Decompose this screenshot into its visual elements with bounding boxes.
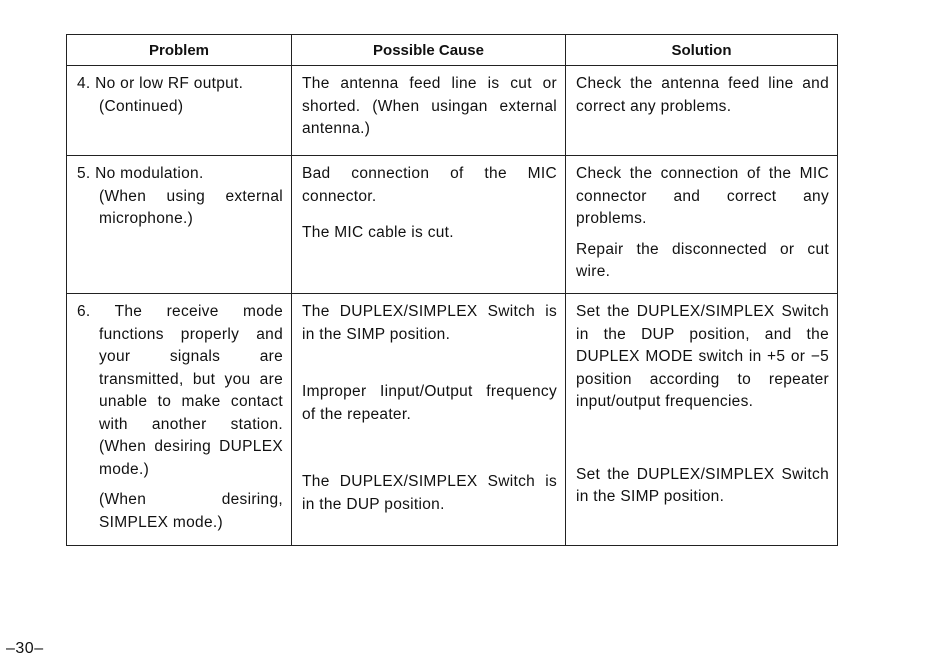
solution-cell	[566, 66, 838, 156]
cause-text: The DUPLEX/SIMPLEX Switch is in the DUP position.	[302, 473, 557, 513]
header-solution: Solution	[566, 35, 838, 66]
page-number: –30–	[6, 640, 44, 657]
problem-cell	[67, 156, 292, 294]
table-row	[67, 294, 838, 546]
cause-text: Improper Iinput/Output frequency of the repeater.	[302, 383, 557, 423]
solution-text: Check the connection of the MIC connector and correct any problems.	[576, 165, 829, 227]
problem-cell	[67, 66, 292, 156]
problem-note: (When using external microphone.)	[99, 187, 283, 227]
problem-note: (When desiring, SIMPLEX mode.)	[99, 491, 283, 531]
table-row	[67, 66, 838, 156]
cause-text: The antenna feed line is cut or shorted. (When usingan external antenna.)	[302, 75, 557, 137]
header-possible-cause: Possible Cause	[292, 35, 566, 66]
problem-note: (Continued)	[99, 97, 184, 115]
table-header-row	[67, 35, 838, 66]
cause-text: The DUPLEX/SIMPLEX Switch is in the SIMP position.	[302, 303, 557, 343]
problem-cell	[67, 294, 292, 546]
solution-text: Repair the disconnected or cut wire.	[576, 240, 829, 280]
solution-cell	[566, 294, 838, 546]
cause-cell	[292, 294, 566, 546]
header-problem: Problem	[67, 35, 292, 66]
cause-cell	[292, 156, 566, 294]
cause-cell	[292, 66, 566, 156]
problem-text: 6. The receive mode functions properly and your signals are transmitted, but you are unable to make contact with another station. (When desiring DUPLEX mode.)	[77, 303, 283, 478]
problem-text: 5. No modulation.	[77, 165, 204, 182]
solution-text: Set the DUPLEX/SIMPLEX Switch in the SIMP position.	[576, 465, 829, 505]
cause-text: The MIC cable is cut.	[302, 224, 454, 241]
table-row	[67, 156, 838, 294]
solution-text: Set the DUPLEX/SIMPLEX Switch in the DUP position, and the DUPLEX MODE switch in +5 or −5 position according to repeater input/output frequencies.	[576, 303, 829, 410]
solution-text: Check the antenna feed line and correct any problems.	[576, 75, 829, 115]
problem-text: 4. No or low RF output.	[77, 75, 244, 92]
troubleshooting-table	[66, 34, 838, 546]
cause-text: Bad connection of the MIC connector.	[302, 165, 557, 205]
solution-cell	[566, 156, 838, 294]
